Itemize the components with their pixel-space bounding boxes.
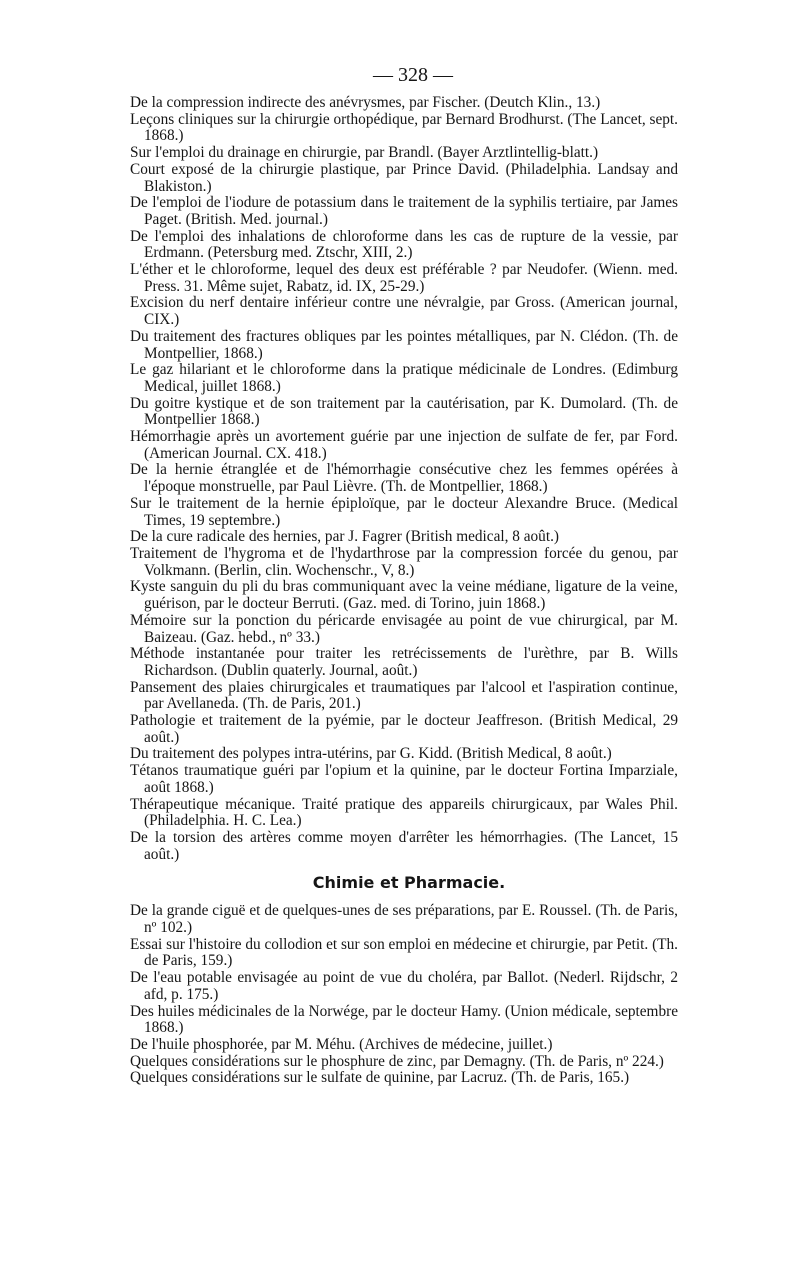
page-number: — 328 — — [373, 64, 453, 86]
list-item: Hémorrhagie après un avortement guérie par une injection de sulfate de fer, par Ford. (American Journal. CX. 418.) — [130, 428, 678, 462]
list-item: Le gaz hilariant et le chloroforme dans la pratique médicinale de Londres. (Edimburg Medical, juillet 1868.) — [130, 361, 678, 395]
book-page — [130, 62, 678, 1087]
list-item: Excision du nerf dentaire inférieur contre une névralgie, par Gross. (American journal, CIX.) — [130, 294, 678, 329]
list-item: Essai sur l'histoire du collodion et sur son emploi en médecine et chirurgie, par Petit. (Th. de Paris, 159.) — [130, 935, 678, 970]
list-item: Tétanos traumatique guéri par l'opium et la quinine, par le docteur Fortina Imparziale, août 1868.) — [130, 762, 678, 796]
list-item: De l'eau potable envisagée au point de vue du choléra, par Ballot. (Nederl. Rijdschr, 2 afd, p. 175.) — [130, 969, 678, 1003]
list-item: Des huiles médicinales de la Norwége, par le docteur Hamy. (Union médicale, septembre 1868.) — [130, 1002, 678, 1037]
list-item: De l'emploi de l'iodure de potassium dans le traitement de la syphilis tertiaire, par James Paget. (British. Med. journal.) — [130, 194, 678, 228]
list-item: Leçons cliniques sur la chirurgie orthopédique, par Bernard Brodhurst. (The Lancet, sept. 1868.) — [130, 110, 678, 145]
list-item: Du goitre kystique et de son traitement par la cautérisation, par K. Dumolard. (Th. de Montpellier 1868.) — [130, 394, 678, 429]
list-item: Pansement des plaies chirurgicales et traumatiques par l'alcool et l'aspiration continue, par Avellaneda. (Th. de Paris, 201.) — [130, 678, 678, 713]
bibliography-list-surgery — [130, 95, 678, 863]
list-item: Quelques considérations sur le phosphure de zinc, par Demagny. (Th. de Paris, nº 224.) — [130, 1052, 664, 1070]
list-item: L'éther et le chloroforme, lequel des deux est préférable ? par Neudofer. (Wienn. med. Press. 31. Même sujet, Rabatz, id. IX, 25-29.) — [130, 261, 678, 295]
section-heading: Chimie et Pharmacie. — [312, 873, 506, 893]
list-item: Thérapeutique mécanique. Traité pratique des appareils chirurgicaux, par Wales Phil. (Philadelphia. H. C. Lea.) — [130, 795, 678, 830]
list-item: De la compression indirecte des anévrysmes, par Fischer. (Deutch Klin., 13.) — [130, 94, 601, 111]
list-item: Traitement de l'hygroma et de l'hydarthrose par la compression forcée du genou, par Volkmann. (Berlin, clin. Wochenschr., V, 8.) — [130, 544, 678, 579]
bibliography-list-chemistry — [130, 903, 678, 1087]
list-item: Sur l'emploi du drainage en chirurgie, par Brandl. (Bayer Arztlintellig-blatt.) — [130, 144, 599, 162]
list-item: De la hernie étranglée et de l'hémorrhagie consécutive chez les femmes opérées à l'époque monstruelle, par Paul Lièvre. (Th. de Montpellier, 1868.) — [130, 461, 678, 496]
list-item: De la cure radicale des hernies, par J. Fagrer (British medical, 8 août.) — [130, 528, 559, 546]
list-item: Kyste sanguin du pli du bras communiquant avec la veine médiane, ligature de la veine, guérison, par le docteur Berruti. (Gaz. med. di Torino, juin 1868.) — [130, 578, 678, 613]
list-item: De la torsion des artères comme moyen d'arrêter les hémorrhagies. (The Lancet, 15 août.) — [130, 828, 678, 863]
list-item: De l'emploi des inhalations de chloroforme dans les cas de rupture de la vessie, par Erdmann. (Petersburg med. Ztschr, XIII, 2.) — [130, 227, 678, 262]
list-item: Méthode instantanée pour traiter les retrécissements de l'urèthre, par B. Wills Richardson. (Dublin quaterly. Journal, août.) — [130, 645, 678, 679]
list-item: De l'huile phosphorée, par M. Méhu. (Archives de médecine, juillet.) — [130, 1035, 553, 1053]
list-item: Court exposé de la chirurgie plastique, par Prince David. (Philadelphia. Landsay and Blakiston.) — [130, 160, 678, 195]
list-item: De la grande ciguë et de quelques-unes de ses préparations, par E. Roussel. (Th. de Paris, nº 102.) — [130, 902, 678, 937]
list-item: Du traitement des polypes intra-utérins, par G. Kidd. (British Medical, 8 août.) — [130, 745, 612, 763]
list-item: Quelques considérations sur le sulfate de quinine, par Lacruz. (Th. de Paris, 165.) — [130, 1069, 630, 1087]
list-item: Du traitement des fractures obliques par les pointes métalliques, par N. Clédon. (Th. de Montpellier, 1868.) — [130, 327, 678, 362]
list-item: Pathologie et traitement de la pyémie, par le docteur Jeaffreson. (British Medical, 29 août.) — [130, 712, 678, 746]
list-item: Mémoire sur la ponction du péricarde envisagée au point de vue chirurgical, par M. Baizeau. (Gaz. hebd., nº 33.) — [130, 611, 678, 646]
list-item: Sur le traitement de la hernie épiploïque, par le docteur Alexandre Bruce. (Medical Times, 19 septembre.) — [130, 494, 678, 529]
